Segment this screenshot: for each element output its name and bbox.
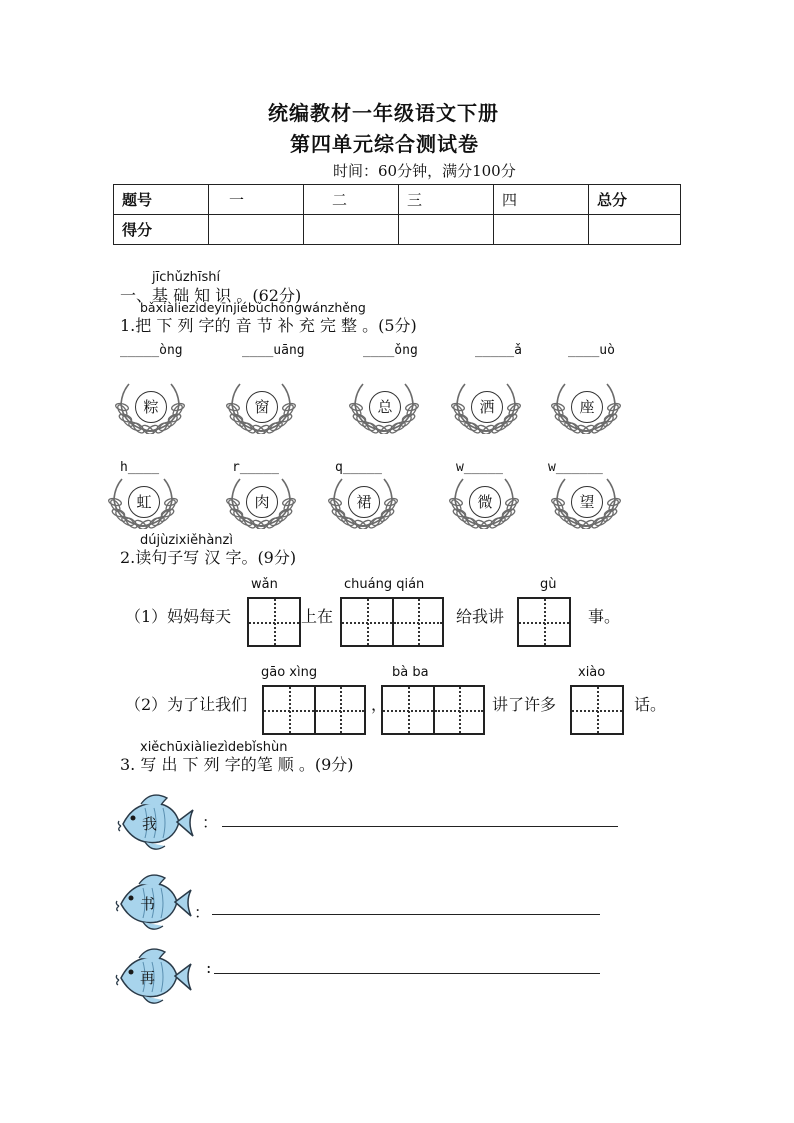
q3-pinyin: xiěchūxiàliezìdebǐshùn <box>140 740 288 755</box>
table-cell[interactable] <box>304 215 399 245</box>
q2-title: 2.读句子写 汉 字。(9分) <box>120 548 297 567</box>
q1-blank[interactable]: ____ǒng <box>363 343 418 358</box>
q1-title: 1.把 下 列 字的 音 节 补 充 完 整 。(5分) <box>120 316 417 335</box>
q1-blank[interactable]: ____uò <box>568 343 615 358</box>
q1-blank[interactable]: w_____ <box>456 460 503 475</box>
tianzige-grid[interactable] <box>262 685 366 735</box>
fish-character: 我 <box>142 815 158 833</box>
section1-title: 一、基 础 知 识 。(62分) <box>120 286 302 305</box>
q2-s1-text: 上在 <box>301 607 334 626</box>
tianzige-cell[interactable] <box>519 599 569 645</box>
table-cell: 二 <box>304 185 399 215</box>
q1-pinyin: bǎxiàliezìdeyīnjiébǔchōngwánzhěng <box>140 300 366 315</box>
tianzige-cell[interactable] <box>392 599 442 645</box>
tianzige-cell[interactable] <box>383 687 433 733</box>
wreath-char-badge <box>551 380 621 434</box>
q2-s1-text: 给我讲 <box>456 607 505 626</box>
stroke-order-answer-line[interactable] <box>214 973 600 974</box>
tianzige-cell[interactable] <box>433 687 483 733</box>
stroke-order-answer-line[interactable] <box>212 914 600 915</box>
table-cell[interactable] <box>399 215 494 245</box>
table-cell: 总分 <box>589 185 681 215</box>
wreath-character: 总 <box>369 391 401 423</box>
wreath-character: 虹 <box>128 486 160 518</box>
wreath-char-badge <box>328 475 398 529</box>
table-cell[interactable] <box>209 215 304 245</box>
stroke-order-answer-line[interactable] <box>222 826 618 827</box>
wreath-character: 望 <box>571 486 603 518</box>
q2-s2-text: （2）为了让我们 <box>125 695 248 714</box>
wreath-character: 裙 <box>348 486 380 518</box>
wreath-character: 肉 <box>246 486 278 518</box>
time-info: 时间：60分钟，满分100分 <box>333 162 516 180</box>
wreath-char-badge <box>551 475 621 529</box>
table-cell: 题号 <box>114 185 209 215</box>
tianzige-grid[interactable] <box>517 597 571 647</box>
tianzige-cell[interactable] <box>572 687 622 733</box>
tianzige-cell[interactable] <box>314 687 364 733</box>
fish-char-badge <box>113 942 193 1012</box>
q2-s2-pinyin: xiào <box>578 665 606 680</box>
q2-s2-pinyin: gāo xìng <box>261 665 318 680</box>
wreath-char-badge <box>226 380 296 434</box>
q2-pinyin: dújùzixiěhànzì <box>140 533 233 548</box>
q2-s1-pinyin: gù <box>540 577 557 592</box>
table-cell: 三 <box>399 185 494 215</box>
fish-char-badge <box>115 788 195 858</box>
wreath-character: 洒 <box>471 391 503 423</box>
tianzige-grid[interactable] <box>247 597 301 647</box>
score-table <box>113 184 681 245</box>
wreath-char-badge <box>226 475 296 529</box>
q1-blank[interactable]: ____uāng <box>242 343 305 358</box>
q1-blank[interactable]: h____ <box>120 460 160 475</box>
q3-colon: ： <box>194 903 211 922</box>
tianzige-cell[interactable] <box>249 599 299 645</box>
q2-s1-pinyin: chuáng qián <box>344 577 425 592</box>
table-cell: 四 <box>494 185 589 215</box>
table-cell[interactable] <box>494 215 589 245</box>
table-cell: 一 <box>209 185 304 215</box>
q2-s1-text: 事。 <box>588 607 621 626</box>
tianzige-grid[interactable] <box>381 685 485 735</box>
q2-s2-text: 讲了许多 <box>492 695 557 714</box>
q1-blank[interactable]: w______ <box>548 460 603 475</box>
q1-blank[interactable]: _____òng <box>120 343 183 358</box>
wreath-character: 座 <box>571 391 603 423</box>
q2-s2-text: 话。 <box>634 695 667 714</box>
wreath-char-badge <box>349 380 419 434</box>
q1-blank[interactable]: q_____ <box>335 460 382 475</box>
q1-blank[interactable]: _____ǎ <box>475 343 522 358</box>
score-table-score-row <box>114 215 681 245</box>
tianzige-cell[interactable] <box>264 687 314 733</box>
q2-s2-text: ， <box>371 695 388 714</box>
fish-character: 书 <box>140 895 156 913</box>
section1-pinyin: jīchǔzhīshí <box>152 270 221 285</box>
q3-title: 3. 写 出 下 列 字的笔 顺 。(9分) <box>120 755 354 774</box>
wreath-char-badge <box>451 380 521 434</box>
q3-colon: : <box>206 958 212 977</box>
wreath-character: 窗 <box>246 391 278 423</box>
score-table-header-row <box>114 185 681 215</box>
wreath-char-badge <box>449 475 519 529</box>
tianzige-grid[interactable] <box>570 685 624 735</box>
q2-s2-pinyin: bà ba <box>392 665 429 680</box>
wreath-character: 粽 <box>135 391 167 423</box>
table-cell: 得分 <box>114 215 209 245</box>
fish-char-badge <box>113 868 193 938</box>
wreath-char-badge <box>115 380 185 434</box>
tianzige-cell[interactable] <box>342 599 392 645</box>
doc-title-line2: 第四单元综合测试卷 <box>290 132 479 156</box>
doc-title-line1: 统编教材一年级语文下册 <box>268 101 499 125</box>
table-cell[interactable] <box>589 215 681 245</box>
tianzige-grid[interactable] <box>340 597 444 647</box>
wreath-character: 微 <box>469 486 501 518</box>
q1-blank[interactable]: r_____ <box>232 460 279 475</box>
wreath-char-badge <box>108 475 178 529</box>
fish-character: 再 <box>140 969 156 987</box>
q2-s1-pinyin: wǎn <box>251 577 278 592</box>
q3-colon: ： <box>202 813 219 832</box>
q2-s1-text: （1）妈妈每天 <box>125 607 232 626</box>
